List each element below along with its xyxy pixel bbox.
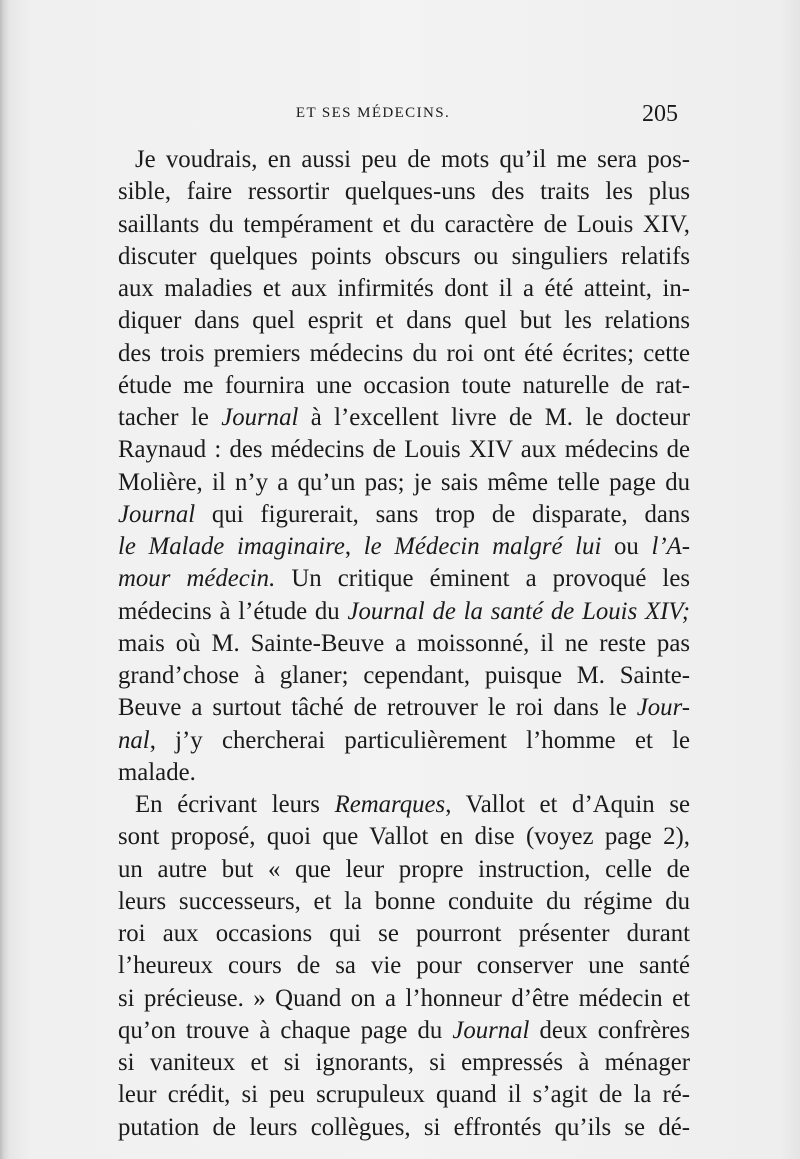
italic-text-run: Journal xyxy=(221,404,299,431)
text-line xyxy=(118,725,690,757)
text-run: médecins à l’étude du xyxy=(118,597,348,625)
text-run: discuter quelques points obscurs ou singuliers relatifs xyxy=(118,242,690,270)
text-run: leur crédit, si peu scrupuleux quand il s’agit de la ré- xyxy=(118,1081,690,1109)
text-run: En écrivant leurs xyxy=(135,791,335,818)
italic-text-run: le Médecin malgré lui xyxy=(363,533,602,560)
text-run: l’heureux cours de sa vie pour conserver une santé xyxy=(118,952,690,980)
text-line xyxy=(118,434,690,466)
text-line xyxy=(118,370,690,402)
text-line xyxy=(118,531,690,563)
italic-text-run: Journal de la santé de Louis XIV; xyxy=(347,597,690,625)
text-run: roi aux occasions qui se pourront présenter durant xyxy=(118,920,690,947)
text-line xyxy=(118,338,690,370)
text-run: Beuve a surtout tâché de retrouver le roi dans le xyxy=(118,694,637,722)
text-run: Raynaud : des médecins de Louis XIV aux médecins de xyxy=(118,436,690,464)
text-run: des trois premiers médecins du roi ont été écrites; cette xyxy=(118,339,690,367)
text-run: Molière, il n’y a qu’un pas; je sais même telle page du xyxy=(118,468,690,496)
body-text xyxy=(118,144,690,1144)
text-run: sible, faire ressortir quelques-uns des traits les plus xyxy=(118,178,690,206)
text-run: putation de leurs collègues, si effrontés qu’ils se dé- xyxy=(118,1113,690,1141)
text-line xyxy=(118,1015,690,1047)
italic-text-run: Remarques xyxy=(334,791,446,818)
italic-text-run: Jour- xyxy=(636,694,690,722)
text-run: , Vallot et d’Aquin se xyxy=(445,791,691,818)
text-run: leurs successeurs, et la bonne conduite du régime du xyxy=(118,887,690,915)
italic-text-run: mour médecin. xyxy=(118,565,276,593)
text-run: mais où M. Sainte-Beuve a moissonné, il ne reste pas xyxy=(118,629,690,657)
text-line xyxy=(118,273,690,305)
italic-text-run: le Malade imaginaire xyxy=(118,533,345,560)
text-line xyxy=(118,692,690,724)
text-line xyxy=(118,1047,690,1079)
text-run: deux confrères xyxy=(529,1016,690,1044)
text-run: si précieuse. » Quand on a l’honneur d’être médecin et xyxy=(118,984,690,1012)
running-head xyxy=(118,101,678,131)
text-line xyxy=(118,402,690,434)
text-run: ou xyxy=(601,533,652,560)
text-line xyxy=(118,596,690,628)
text-run: , xyxy=(344,533,364,560)
text-run: si vaniteux et si ignorants, si empressés à ménager xyxy=(118,1049,690,1076)
page-binding-edge xyxy=(0,0,10,1159)
text-run: aux maladies et aux infirmités dont il a été atteint, in- xyxy=(118,275,690,302)
italic-text-run: Journal xyxy=(452,1016,530,1044)
text-run: Je voudrais, en aussi peu de mots qu’il me sera pos- xyxy=(135,146,690,173)
text-line xyxy=(118,821,690,853)
text-line xyxy=(118,209,690,241)
text-run: à l’excellent livre de M. le docteur xyxy=(298,404,690,431)
text-run: étude me fournira une occasion toute naturelle de rat- xyxy=(118,371,690,399)
italic-text-run: nal xyxy=(118,726,150,754)
text-line xyxy=(118,305,690,337)
text-line xyxy=(118,499,690,531)
text-run: qui figurerait, sans trop de disparate, dans xyxy=(195,500,690,528)
text-run: qu’on trouve à chaque page du xyxy=(118,1016,453,1044)
text-line xyxy=(118,628,690,660)
text-line xyxy=(118,1112,690,1144)
text-run: malade. xyxy=(118,758,196,786)
text-line xyxy=(118,144,690,176)
text-line xyxy=(118,950,690,982)
text-line xyxy=(118,854,690,886)
text-run: diquer dans quel esprit et dans quel but les relations xyxy=(118,307,690,335)
text-line xyxy=(118,660,690,692)
text-run: Un critique éminent a provoqué les xyxy=(275,565,690,593)
text-run: saillants du tempérament et du caractère de Louis XIV, xyxy=(118,210,690,238)
text-line xyxy=(118,1079,690,1111)
text-run: sont proposé, quoi que Vallot en dise (voyez page 2), xyxy=(118,823,690,851)
text-run: tacher le xyxy=(118,404,222,431)
text-line xyxy=(118,983,690,1015)
text-line xyxy=(118,467,690,499)
text-line xyxy=(118,918,690,950)
page-number: 205 xyxy=(642,101,678,127)
italic-text-run: l’A- xyxy=(651,533,691,560)
text-run: grand’chose à glaner; cependant, puisque M. Sainte- xyxy=(118,662,690,689)
text-line xyxy=(118,886,690,918)
text-run: , j’y chercherai particulièrement l’homme et le xyxy=(149,726,690,754)
running-head-title: ET SES MÉDECINS. xyxy=(295,105,451,121)
text-run: un autre but « que leur propre instruction, celle de xyxy=(118,855,690,883)
text-line xyxy=(118,789,690,821)
italic-text-run: Journal xyxy=(118,500,196,528)
text-line xyxy=(118,563,690,595)
text-line xyxy=(118,176,690,208)
text-line xyxy=(118,757,690,789)
text-line xyxy=(118,241,690,273)
